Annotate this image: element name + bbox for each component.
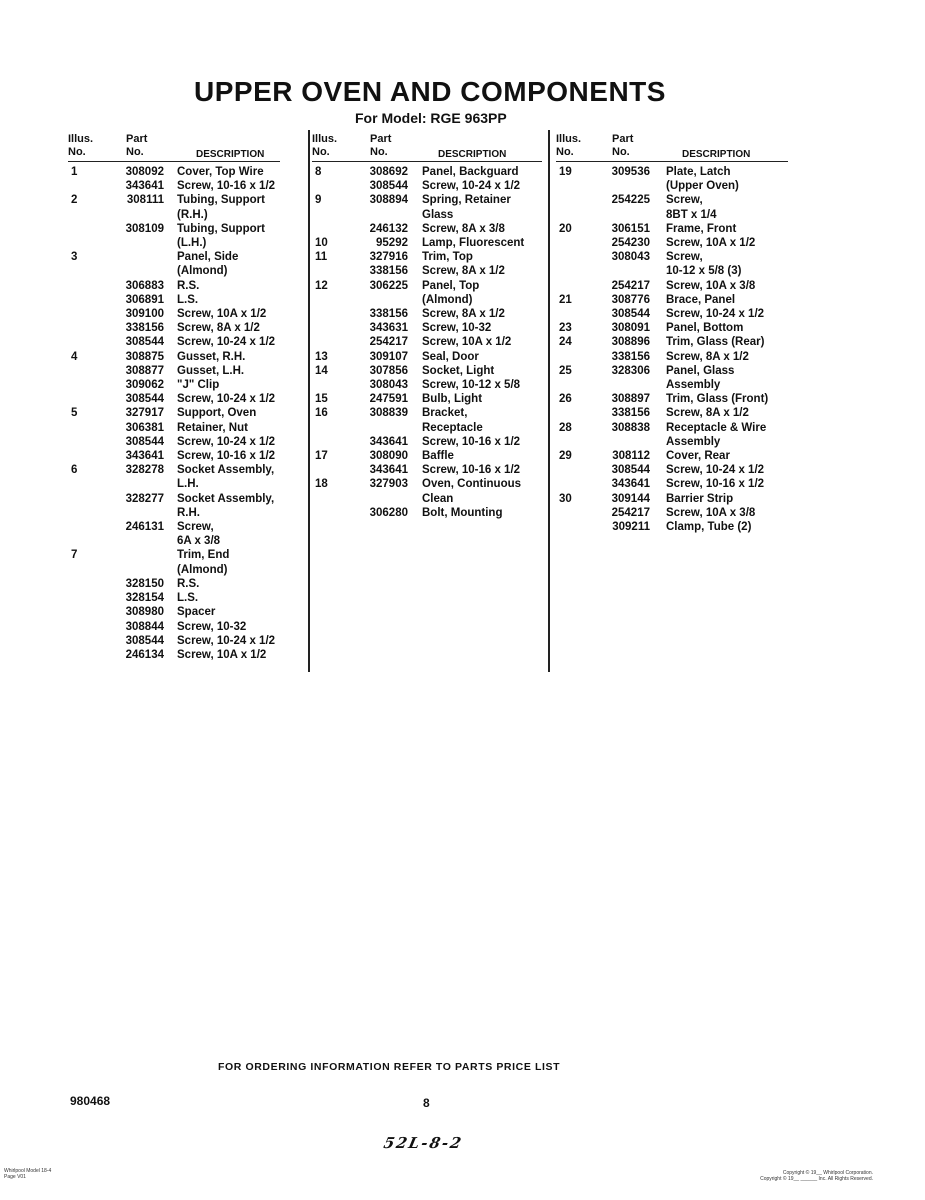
part-row bbox=[68, 463, 308, 491]
part-number: 343641 bbox=[369, 435, 408, 448]
part-row bbox=[556, 463, 792, 477]
part-number: 308112 bbox=[612, 450, 650, 463]
part-description: Trim, Glass (Front) bbox=[666, 393, 769, 406]
part-description: Panel, Top (Almond) bbox=[422, 279, 480, 306]
illus-number: 17 bbox=[315, 450, 328, 463]
part-number: 308692 bbox=[369, 166, 408, 178]
part-number: 308896 bbox=[611, 336, 650, 349]
part-header: Part No. bbox=[370, 133, 392, 158]
part-description: Clamp, Tube (2) bbox=[666, 521, 752, 534]
part-description: Panel, Bottom bbox=[666, 322, 744, 335]
part-description: Panel, Glass Assembly bbox=[666, 364, 735, 392]
part-row bbox=[68, 548, 308, 576]
illus-number: 25 bbox=[559, 364, 572, 377]
part-description: Screw, 10A x 1/2 bbox=[666, 237, 756, 250]
part-description: L.S. bbox=[177, 293, 199, 306]
part-row bbox=[556, 421, 792, 449]
part-row bbox=[556, 477, 792, 491]
part-description: Cover, Rear bbox=[666, 450, 730, 463]
part-description: Screw, 10-16 x 1/2 bbox=[177, 450, 276, 463]
part-number: 306381 bbox=[125, 421, 164, 434]
part-description: Gusset, R.H. bbox=[177, 350, 246, 363]
illus-number: 11 bbox=[315, 251, 328, 264]
header-rule bbox=[312, 161, 542, 162]
part-row bbox=[68, 193, 308, 221]
part-description: Bolt, Mounting bbox=[422, 506, 503, 519]
column-header bbox=[556, 133, 792, 161]
part-description: Trim, End (Almond) bbox=[177, 549, 230, 576]
illus-number: 12 bbox=[315, 279, 328, 292]
part-description: Screw, 10-32 bbox=[422, 322, 492, 335]
part-row bbox=[556, 520, 792, 534]
part-number: 309107 bbox=[369, 350, 408, 363]
illus-number: 20 bbox=[559, 222, 572, 235]
header-rule bbox=[68, 161, 280, 162]
column-header bbox=[312, 133, 548, 161]
part-number: 306151 bbox=[611, 222, 650, 235]
part-description: R.S. bbox=[177, 577, 200, 590]
part-row bbox=[68, 179, 308, 193]
part-description: Trim, Glass (Rear) bbox=[666, 336, 765, 349]
part-number: 308875 bbox=[125, 350, 164, 363]
parts-column-1 bbox=[68, 133, 308, 662]
part-row bbox=[68, 591, 308, 605]
part-row bbox=[68, 392, 308, 406]
part-description: Trim, Top bbox=[422, 251, 473, 264]
part-row bbox=[556, 165, 792, 193]
part-row bbox=[68, 364, 308, 378]
part-row bbox=[312, 193, 548, 221]
parts-column-3 bbox=[556, 133, 792, 534]
part-number: 343631 bbox=[369, 322, 408, 335]
part-row bbox=[68, 435, 308, 449]
part-number: 306280 bbox=[369, 506, 408, 519]
part-description: Screw, 10A x 1/2 bbox=[422, 336, 512, 349]
part-number: 307856 bbox=[369, 364, 408, 377]
part-row bbox=[68, 165, 308, 179]
part-number: 254217 bbox=[369, 336, 408, 349]
illus-number: 18 bbox=[315, 478, 328, 491]
part-description: Screw, 10-16 x 1/2 bbox=[422, 435, 521, 448]
part-row bbox=[68, 620, 308, 634]
part-description: Screw, 8A x 1/2 bbox=[666, 350, 749, 363]
part-description: Screw, 10-32 bbox=[177, 620, 247, 633]
column-divider bbox=[548, 130, 550, 672]
part-number: 308544 bbox=[125, 634, 164, 647]
illus-number: 24 bbox=[559, 336, 572, 349]
part-row bbox=[556, 250, 792, 278]
part-row bbox=[68, 279, 308, 293]
part-row bbox=[312, 179, 548, 193]
part-description: Receptacle & Wire Assembly bbox=[666, 421, 767, 448]
part-number: 306225 bbox=[369, 279, 408, 292]
part-description: Socket Assembly, L.H. bbox=[177, 464, 275, 491]
part-number: 308838 bbox=[611, 421, 650, 434]
part-row bbox=[556, 449, 792, 463]
part-description: Lamp, Fluorescent bbox=[422, 237, 525, 250]
part-row bbox=[312, 477, 548, 505]
part-number: 343641 bbox=[125, 450, 164, 463]
part-description: Seal, Door bbox=[422, 350, 479, 363]
part-number: 327916 bbox=[369, 251, 408, 264]
part-row bbox=[68, 421, 308, 435]
part-row bbox=[556, 506, 792, 520]
part-description: Spacer bbox=[177, 606, 216, 619]
description-header: DESCRIPTION bbox=[438, 149, 507, 160]
part-description: Support, Oven bbox=[177, 407, 257, 420]
part-number: 308544 bbox=[369, 180, 408, 193]
part-row bbox=[68, 492, 308, 520]
parts-rows bbox=[556, 165, 792, 534]
illus-number: 10 bbox=[315, 237, 328, 250]
part-row bbox=[312, 222, 548, 236]
part-description: Panel, Side (Almond) bbox=[177, 251, 239, 278]
part-description: L.S. bbox=[177, 592, 199, 605]
part-number: 328277 bbox=[125, 492, 164, 505]
part-number: 254217 bbox=[611, 506, 650, 519]
illus-header: Illus. No. bbox=[68, 133, 94, 158]
part-number: 308544 bbox=[125, 393, 164, 406]
illus-number: 4 bbox=[71, 350, 78, 363]
copyright-notice: Copyright © 19__ Whirlpool Corporation. Copyright © 19__ ______ Inc. All Rights Reserved. bbox=[760, 1170, 873, 1182]
description-header: DESCRIPTION bbox=[682, 149, 751, 160]
part-row bbox=[556, 392, 792, 406]
illus-number: 15 bbox=[315, 393, 328, 406]
illus-number: 3 bbox=[71, 251, 78, 264]
part-row bbox=[556, 335, 792, 349]
illus-number: 19 bbox=[559, 166, 572, 178]
part-description: Barrier Strip bbox=[666, 492, 734, 505]
part-number: 343641 bbox=[125, 180, 164, 193]
part-number: 309062 bbox=[125, 379, 164, 392]
part-number: 254225 bbox=[611, 194, 650, 207]
part-description: Screw, 10-24 x 1/2 bbox=[666, 464, 765, 477]
part-number: 308980 bbox=[125, 606, 164, 619]
illus-number: 5 bbox=[71, 407, 78, 420]
part-description: Screw, 10-12 x 5/8 bbox=[422, 379, 521, 392]
part-row bbox=[68, 634, 308, 648]
part-number: 308092 bbox=[125, 166, 164, 178]
page-number: 8 bbox=[423, 1096, 430, 1110]
part-row bbox=[556, 293, 792, 307]
part-number: 254230 bbox=[611, 237, 650, 250]
part-description: Plate, Latch (Upper Oven) bbox=[666, 166, 739, 193]
part-description: Screw, 10-24 x 1/2 bbox=[422, 180, 521, 193]
part-row bbox=[68, 335, 308, 349]
part-number: 308043 bbox=[369, 379, 408, 392]
part-description: Screw, 10-12 x 5/8 (3) bbox=[666, 251, 742, 278]
part-description: Screw, 8BT x 1/4 bbox=[666, 194, 717, 221]
illus-number: 30 bbox=[559, 492, 572, 505]
part-row bbox=[68, 222, 308, 250]
part-description: Screw, 10-16 x 1/2 bbox=[666, 478, 765, 491]
parts-rows bbox=[312, 165, 548, 520]
column-divider bbox=[308, 130, 310, 672]
part-number: 327903 bbox=[369, 478, 408, 491]
part-row bbox=[312, 392, 548, 406]
part-number: 246134 bbox=[125, 648, 164, 661]
part-row bbox=[68, 378, 308, 392]
part-number: 254217 bbox=[611, 279, 650, 292]
part-number: 308109 bbox=[125, 222, 164, 235]
part-number: 306883 bbox=[125, 279, 164, 292]
part-description: Spring, Retainer Glass bbox=[422, 194, 511, 221]
part-number: 309144 bbox=[611, 492, 650, 505]
part-row bbox=[68, 520, 308, 548]
part-description: Oven, Continuous Clean bbox=[422, 478, 522, 505]
part-row bbox=[312, 264, 548, 278]
part-row bbox=[68, 350, 308, 364]
part-row bbox=[556, 350, 792, 364]
part-number: 308544 bbox=[125, 336, 164, 349]
part-description: Bulb, Light bbox=[422, 393, 483, 406]
part-number: 309536 bbox=[611, 166, 650, 178]
part-number: 328306 bbox=[611, 364, 650, 377]
part-description: Screw, 10-24 x 1/2 bbox=[666, 308, 765, 321]
part-number: 308090 bbox=[369, 450, 408, 463]
column-header bbox=[68, 133, 308, 161]
part-description: Tubing, Support (R.H.) bbox=[177, 194, 265, 221]
part-row bbox=[312, 435, 548, 449]
part-number: 309100 bbox=[125, 308, 164, 321]
part-number: 308091 bbox=[611, 322, 650, 335]
part-number: 338156 bbox=[611, 407, 650, 420]
part-description: Tubing, Support (L.H.) bbox=[177, 222, 265, 250]
document-number: 980468 bbox=[70, 1094, 111, 1108]
part-description: Screw, 8A x 1/2 bbox=[422, 265, 505, 278]
part-header: Part No. bbox=[612, 133, 634, 158]
page-title: UPPER OVEN AND COMPONENTS bbox=[194, 76, 666, 107]
part-number: 327917 bbox=[125, 407, 164, 420]
model-subtitle: For Model: RGE 963PP bbox=[355, 110, 507, 126]
part-number: 247591 bbox=[369, 393, 408, 406]
part-number: 308877 bbox=[125, 364, 164, 377]
part-number: 338156 bbox=[369, 308, 408, 321]
part-row bbox=[68, 406, 308, 420]
part-row bbox=[556, 193, 792, 221]
part-row bbox=[312, 463, 548, 477]
part-description: R.S. bbox=[177, 279, 200, 292]
illus-number: 6 bbox=[71, 464, 78, 477]
part-description: Screw, 10A x 3/8 bbox=[666, 506, 756, 519]
part-description: Socket, Light bbox=[422, 364, 495, 377]
small-print-left: Whirlpool Model 18-4 Page V01 bbox=[4, 1168, 52, 1180]
illus-number: 28 bbox=[559, 421, 572, 434]
part-row bbox=[556, 222, 792, 236]
part-description: Screw, 10-24 x 1/2 bbox=[177, 336, 276, 349]
part-number: 309211 bbox=[612, 521, 650, 534]
part-row bbox=[68, 605, 308, 619]
illus-number: 16 bbox=[315, 407, 328, 420]
part-description: Screw, 8A x 1/2 bbox=[422, 308, 505, 321]
part-row bbox=[312, 364, 548, 378]
part-number: 328150 bbox=[125, 577, 164, 590]
part-row bbox=[312, 165, 548, 179]
part-number: 308839 bbox=[369, 407, 408, 420]
part-row bbox=[556, 364, 792, 392]
part-row bbox=[68, 648, 308, 662]
part-row bbox=[312, 506, 548, 520]
part-row bbox=[556, 279, 792, 293]
illus-number: 21 bbox=[559, 293, 572, 306]
part-description: Screw, 10-16 x 1/2 bbox=[177, 180, 276, 193]
illus-number: 23 bbox=[559, 322, 572, 335]
part-number: 308544 bbox=[125, 435, 164, 448]
part-header: Part No. bbox=[126, 133, 148, 158]
parts-rows bbox=[68, 165, 308, 662]
illus-number: 2 bbox=[71, 194, 78, 207]
part-description: Screw, 10A x 1/2 bbox=[177, 308, 267, 321]
part-row bbox=[312, 279, 548, 307]
part-row bbox=[68, 321, 308, 335]
part-description: "J" Clip bbox=[177, 379, 220, 392]
header-rule bbox=[556, 161, 788, 162]
part-description: Screw, 10A x 1/2 bbox=[177, 648, 267, 661]
illus-number: 14 bbox=[315, 364, 328, 377]
part-description: Frame, Front bbox=[666, 222, 737, 235]
illus-number: 29 bbox=[559, 450, 572, 463]
part-row bbox=[556, 492, 792, 506]
part-row bbox=[312, 378, 548, 392]
part-row bbox=[556, 307, 792, 321]
parts-column-2 bbox=[312, 133, 548, 520]
part-row bbox=[68, 307, 308, 321]
part-number: 95292 bbox=[376, 237, 408, 250]
description-header: DESCRIPTION bbox=[196, 149, 265, 160]
part-description: Baffle bbox=[422, 450, 454, 463]
part-description: Screw, 8A x 1/2 bbox=[666, 407, 749, 420]
part-description: Socket Assembly, R.H. bbox=[177, 492, 275, 519]
part-number: 246131 bbox=[125, 521, 164, 534]
part-description: Screw, 6A x 3/8 bbox=[177, 521, 221, 548]
part-number: 308111 bbox=[126, 194, 164, 207]
part-description: Bracket, Receptacle bbox=[422, 407, 483, 434]
part-row bbox=[68, 449, 308, 463]
part-number: 338156 bbox=[369, 265, 408, 278]
illus-header: Illus. No. bbox=[556, 133, 582, 158]
part-row bbox=[68, 293, 308, 307]
illus-number: 7 bbox=[71, 549, 78, 562]
part-row bbox=[68, 250, 308, 278]
illus-number: 8 bbox=[315, 166, 322, 178]
part-number: 338156 bbox=[125, 322, 164, 335]
part-number: 308544 bbox=[611, 464, 650, 477]
part-number: 308897 bbox=[611, 393, 650, 406]
illus-number: 9 bbox=[315, 194, 322, 207]
part-description: Screw, 10-16 x 1/2 bbox=[422, 464, 521, 477]
part-description: Screw, 10A x 3/8 bbox=[666, 279, 756, 292]
part-row bbox=[312, 406, 548, 434]
part-row bbox=[312, 335, 548, 349]
part-description: Panel, Backguard bbox=[422, 166, 519, 178]
part-number: 328278 bbox=[125, 464, 164, 477]
part-number: 246132 bbox=[369, 222, 408, 235]
part-description: Screw, 10-24 x 1/2 bbox=[177, 393, 276, 406]
handwritten-note: 52L-8-2 bbox=[382, 1134, 465, 1152]
part-number: 343641 bbox=[369, 464, 408, 477]
part-row bbox=[556, 406, 792, 420]
part-description: Screw, 10-24 x 1/2 bbox=[177, 435, 276, 448]
part-row bbox=[312, 236, 548, 250]
part-number: 338156 bbox=[611, 350, 650, 363]
part-row bbox=[556, 321, 792, 335]
part-row bbox=[312, 321, 548, 335]
part-row bbox=[312, 350, 548, 364]
part-row bbox=[312, 250, 548, 264]
part-description: Screw, 8A x 1/2 bbox=[177, 322, 260, 335]
part-description: Screw, 8A x 3/8 bbox=[422, 222, 505, 235]
illus-number: 26 bbox=[559, 393, 572, 406]
part-number: 308844 bbox=[125, 620, 164, 633]
part-description: Screw, 10-24 x 1/2 bbox=[177, 634, 276, 647]
part-number: 308043 bbox=[611, 251, 650, 264]
part-description: Cover, Top Wire bbox=[177, 166, 264, 178]
part-row bbox=[68, 577, 308, 591]
illus-number: 13 bbox=[315, 350, 328, 363]
part-row bbox=[556, 236, 792, 250]
part-number: 308894 bbox=[369, 194, 408, 207]
illus-header: Illus. No. bbox=[312, 133, 338, 158]
part-number: 308544 bbox=[611, 308, 650, 321]
part-row bbox=[312, 307, 548, 321]
part-number: 328154 bbox=[125, 592, 164, 605]
illus-number: 1 bbox=[71, 166, 78, 178]
ordering-note: FOR ORDERING INFORMATION REFER TO PARTS PRICE LIST bbox=[218, 1061, 561, 1073]
part-description: Brace, Panel bbox=[666, 293, 736, 306]
part-number: 343641 bbox=[611, 478, 650, 491]
part-description: Gusset, L.H. bbox=[177, 364, 245, 377]
part-row bbox=[312, 449, 548, 463]
part-number: 308776 bbox=[611, 293, 650, 306]
part-number: 306891 bbox=[125, 293, 164, 306]
part-description: Retainer, Nut bbox=[177, 421, 248, 434]
